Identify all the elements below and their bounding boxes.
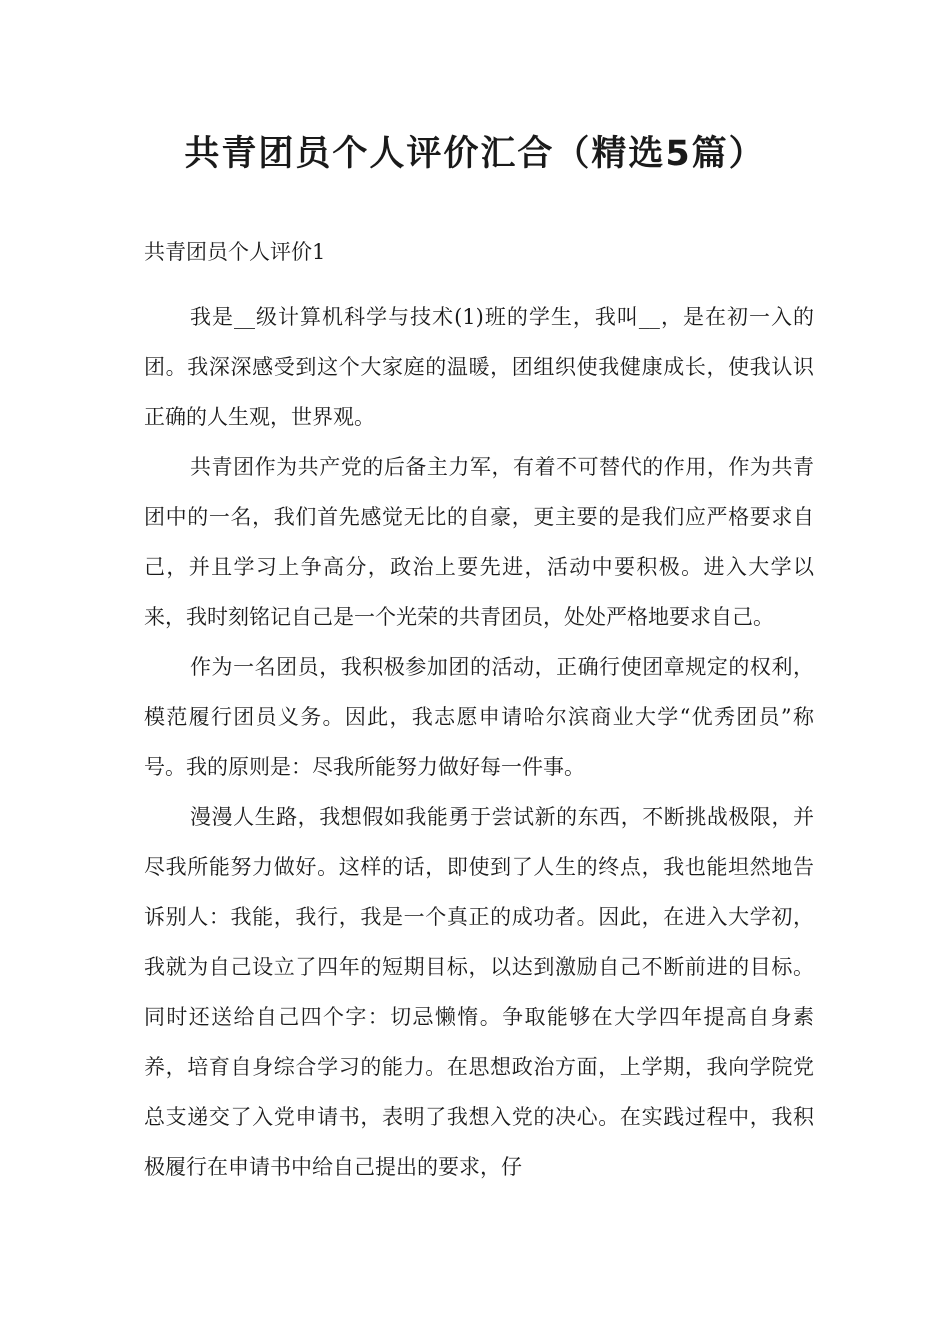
paragraph-3: 作为一名团员，我积极参加团的活动，正确行使团章规定的权利，模范履行团员义务。因此，我志愿申请哈尔滨商业大学“优秀团员”称号。我的原则是：尽我所能努力做好每一件事。 bbox=[144, 655, 814, 779]
document-title: 共青团员个人评价汇合（精选5篇） bbox=[184, 134, 766, 174]
section-heading: 共青团员个人评价1 bbox=[144, 240, 326, 264]
document-body bbox=[144, 234, 814, 1192]
paragraph-4: 漫漫人生路，我想假如我能勇于尝试新的东西，不断挑战极限，并尽我所能努力做好。这样的话，即使到了人生的终点，我也能坦然地告诉别人：我能，我行，我是一个真正的成功者。因此，在进入大学初，我就为自己设立了四年的短期目标，以达到激励自己不断前进的目标。同时还送给自己四个字：切忌懒惰。争取能够在大学四年提高自身素养，培育自身综合学习的能力。在思想政治方面，上学期，我向学院党总支递交了入党申请书，表明了我想入党的决心。在实践过程中，我积极履行在申请书中给自己提出的要求，仔 bbox=[144, 805, 814, 1179]
paragraph-1: 我是__级计算机科学与技术(1)班的学生，我叫__，是在初一入的团。我深深感受到这个大家庭的温暖，团组织使我健康成长，使我认识正确的人生观，世界观。 bbox=[144, 305, 814, 429]
paragraph-2: 共青团作为共产党的后备主力军，有着不可替代的作用，作为共青团中的一名，我们首先感觉无比的自豪，更主要的是我们应严格要求自己，并且学习上争高分，政治上要先进，活动中要积极。进入大学以来，我时刻铭记自己是一个光荣的共青团员，处处严格地要求自己。 bbox=[144, 455, 814, 629]
